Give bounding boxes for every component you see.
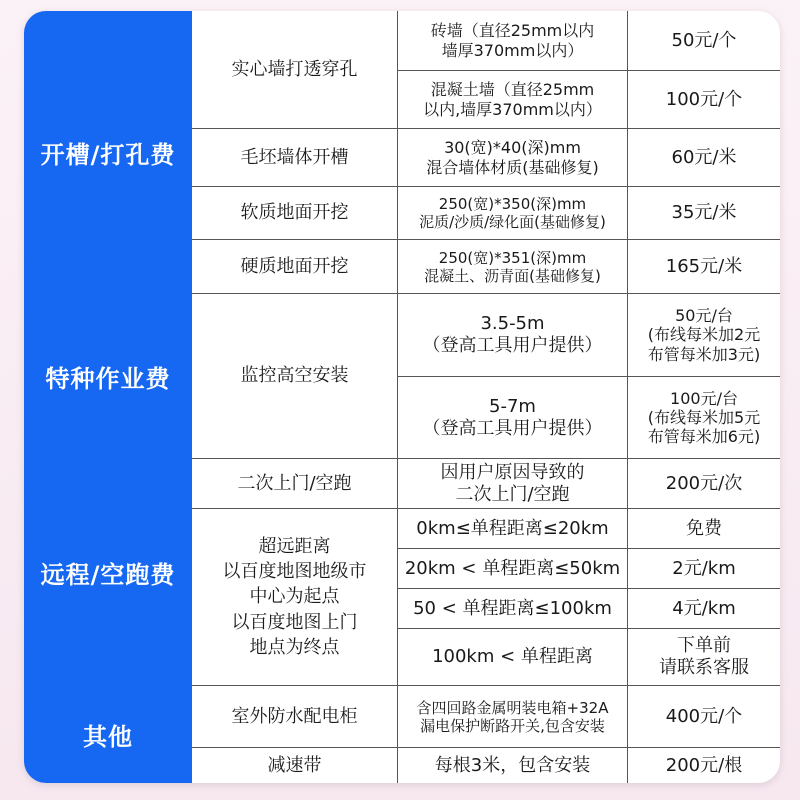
spec-concrete-wall: 混凝土墙（直径25mm 以内,墙厚370mm以内） <box>398 71 628 129</box>
spec-distribution-box: 含四回路金属明装电箱+32A 漏电保护断路开关,包含安装 <box>398 686 628 748</box>
item-wall-slotting: 毛坯墙体开槽 <box>192 129 398 187</box>
price-height-5-7m: 100元/台 (布线每米加5元 布管每米加6元) <box>628 377 780 459</box>
spec-soft-ground: 250(宽)*350(深)mm 泥质/沙质/绿化面(基础修复) <box>398 187 628 240</box>
spec-speed-bump: 每根3米，包含安装 <box>398 748 628 783</box>
price-height-3-5m: 50元/台 (布线每米加2元 布管每米加3元) <box>628 294 780 377</box>
category-special-work: 特种作业费 <box>24 294 192 460</box>
item-camera-install: 监控高空安装 <box>192 294 398 459</box>
category-slotting: 开槽/打孔费 <box>24 11 192 295</box>
spec-brick-wall: 砖墙（直径25mm以内 墙厚370mm以内） <box>398 11 628 71</box>
item-revisit: 二次上门/空跑 <box>192 459 398 509</box>
spec-revisit: 因用户原因导致的 二次上门/空跑 <box>398 459 628 509</box>
price-brick-wall: 50元/个 <box>628 11 780 71</box>
spec-height-3-5m: 3.5-5m （登高工具用户提供） <box>398 294 628 377</box>
price-table <box>24 11 780 783</box>
spec-height-5-7m: 5-7m （登高工具用户提供） <box>398 377 628 459</box>
item-speed-bump: 减速带 <box>192 748 398 783</box>
spec-wall-slotting: 30(宽)*40(深)mm 混合墙体材质(基础修复) <box>398 129 628 187</box>
item-distribution-box: 室外防水配电柜 <box>192 686 398 748</box>
price-hard-ground: 165元/米 <box>628 240 780 294</box>
price-speed-bump: 200元/根 <box>665 754 743 776</box>
item-hard-ground: 硬质地面开挖 <box>192 240 398 294</box>
distance-tier-range: 50 < 单程距离≤100km <box>398 589 628 629</box>
price-concrete-wall: 100元/个 <box>628 71 780 129</box>
price-revisit: 200元/次 <box>628 459 780 509</box>
item-long-distance: 超远距离 以百度地图地级市 中心为起点 以百度地图上门 地点为终点 <box>192 509 398 686</box>
item-solid-wall-drilling: 实心墙打透穿孔 <box>192 11 398 129</box>
distance-tier-price: 2元/km <box>628 549 780 589</box>
price-soft-ground: 35元/米 <box>628 187 780 240</box>
distance-tier-price: 免费 <box>628 509 780 549</box>
spec-hard-ground: 250(宽)*351(深)mm 混凝土、沥青面(基础修复) <box>398 240 628 294</box>
distance-tier-range: 0km≤单程距离≤20km <box>398 509 628 549</box>
item-soft-ground: 软质地面开挖 <box>192 187 398 240</box>
price-distribution-box: 400元/个 <box>628 686 780 748</box>
category-remote-fee: 远程/空跑费 <box>24 459 192 687</box>
distance-tier-price: 4元/km <box>628 589 780 629</box>
price-wall-slotting: 60元/米 <box>628 129 780 187</box>
distance-tier-range: 100km < 单程距离 <box>398 629 628 686</box>
category-other: 其他 <box>24 686 192 783</box>
distance-tier-price: 下单前 请联系客服 <box>628 629 780 686</box>
distance-tier-range: 20km < 单程距离≤50km <box>398 549 628 589</box>
